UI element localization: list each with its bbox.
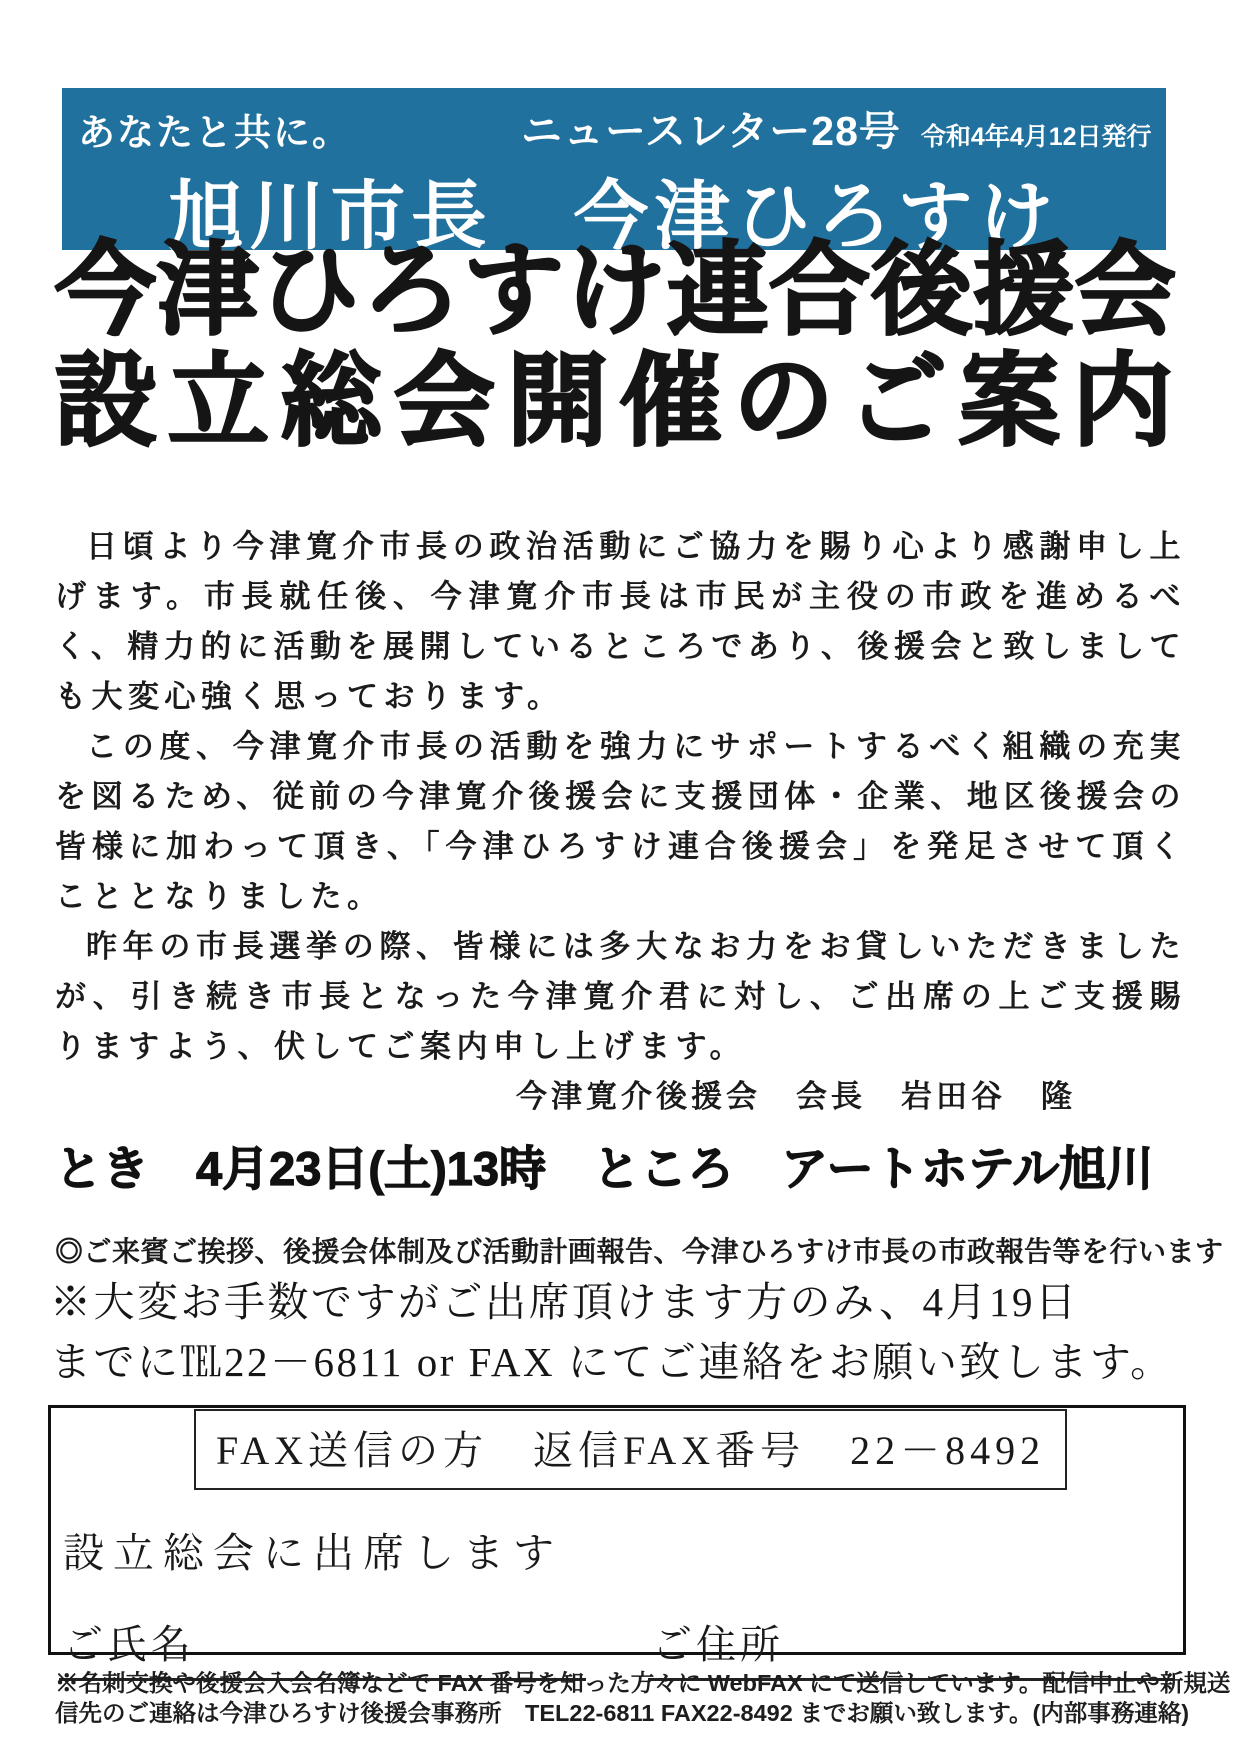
footnote-line1: ※名刺交換や後援会入会名簿などで FAX 番号を知った方々に WebFAX にて送信しています。配信中止や新規送 — [55, 1670, 1231, 1696]
rsvp-line2: までに℡22－6811 or FAX にてご連絡をお願い致します。 — [50, 1339, 1174, 1385]
banner-top-row — [62, 88, 1166, 157]
signature-chairman: 今津寛介後援会 会長 岩田谷 隆 — [516, 1079, 1076, 1114]
mayor-name-title: 旭川市長 今津ひろすけ — [168, 176, 1060, 259]
issue-date: 令和4年4月12日発行 — [920, 123, 1152, 151]
newsletter-number: ニュースレター28号 — [521, 108, 901, 154]
paragraph-federation: この度、今津寛介市長の活動を強力にサポートするべく組織の充実を図るため、従前の今津寛介後援会に支援団体・企業、地区後援会の皆様に加わって頂き、「今津ひろすけ連合後援会」を発足させて頂くこととなりました。 — [55, 729, 1186, 914]
headline-line1: 今津ひろすけ連合後援会 — [55, 235, 1178, 347]
fax-return-number-box: FAX送信の方 返信FAX番号 22－8492 — [194, 1409, 1067, 1490]
address-label: ご住所 — [652, 1622, 784, 1667]
headline-line2: 設立総会開催のご案内 — [55, 346, 1186, 459]
footnote-line2: 信先のご連絡は今津ひろすけ後援会事務所 TEL22-6811 FAX22-8492 までお願い致します。(内部事務連絡) — [55, 1700, 1190, 1726]
banner-tagline: あなたと共に。 — [78, 113, 351, 154]
greeting-body — [55, 522, 1186, 1122]
agenda-note: ◎ご来賓ご挨拶、後援会体制及び活動計画報告、今津ひろすけ市長の市政報告等を行います — [55, 1236, 1224, 1267]
webfax-footnote — [55, 1668, 1231, 1728]
fax-reply-form — [48, 1405, 1186, 1667]
main-headline — [55, 236, 1187, 458]
event-datetime-location: とき 4月23日(土)13時 ところ アートホテル旭川 — [55, 1142, 1154, 1195]
paragraph-invitation: 昨年の市長選挙の際、皆様には多大なお力をお貸しいただきましたが、引き続き市長となった今津寛介君に対し、ご出席の上ご支援賜りますよう、伏してご案内申し上げます。 — [55, 929, 1186, 1064]
name-label: ご氏名 — [63, 1622, 195, 1667]
attendance-statement: 設立総会に出席します — [63, 1530, 563, 1576]
paragraph-thanks: 日頃より今津寛介市長の政治活動にご協力を賜り心より感謝申し上げます。市長就任後、今津寛介市長は市民が主役の市政を進めるべく、精力的に活動を展開しているところであり、後援会と致しましても大変心強く思っております。 — [55, 529, 1186, 714]
header-banner — [62, 88, 1166, 259]
rsvp-line1: ※大変お手数ですがご出席頂けます方のみ、4月19日 — [50, 1279, 1079, 1325]
rsvp-instructions — [50, 1272, 1195, 1392]
